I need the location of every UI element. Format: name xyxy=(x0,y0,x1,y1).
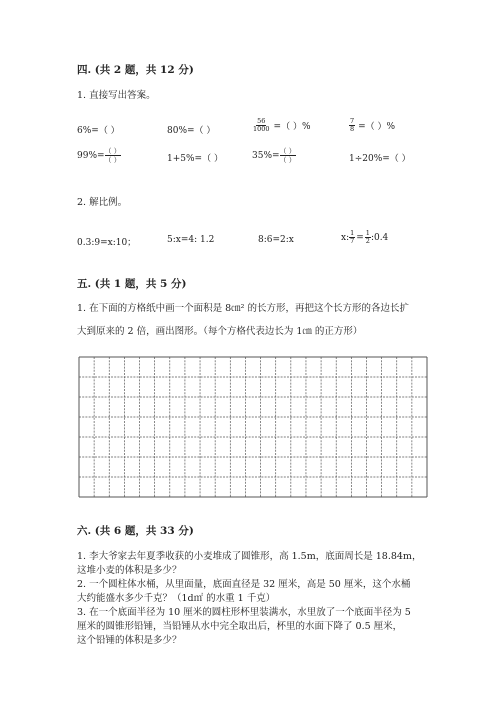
section-6-line-4: 大约能盛水多少千克？（1d㎡ 的水重 1 千克） xyxy=(77,593,276,604)
section-5-title: 五. (共 1 题，共 5 分) xyxy=(77,278,187,290)
q4-2-item-c: 8:6=2:x xyxy=(258,235,294,245)
fraction: $\frac{7}{8}$ xyxy=(350,117,355,133)
section-6-line-3: 2. 一个圆柱体水桶，从里面量，底面直径是 32 厘米，高是 50 厘米，这个水桶 xyxy=(77,579,411,590)
section-4-title: 四. (共 2 题，共 12 分) xyxy=(77,64,194,76)
q4-2-item-b: 5:x=4: 1.2 xyxy=(167,235,215,245)
q4-2-item-a: 0.3:9=x:10； xyxy=(77,238,137,248)
q4-1-item-b: 80%=（ ） xyxy=(167,126,216,136)
q4-1-item-f: 1+5%=（ ） xyxy=(167,154,223,164)
q4-1-item-a: 6%=（ ） xyxy=(77,126,120,136)
section-6-line-7: 这个铅锤的体积是多少？ xyxy=(77,635,182,646)
fraction-blank: （ ） （ ） xyxy=(104,147,121,164)
fraction: $\frac{1}{7}$ xyxy=(350,229,355,245)
section-6-line-6: 厘米的圆锥形铅锤，当铅锤从水中完全取出后，杯里的水面下降了 0.5 厘米， xyxy=(77,621,403,632)
section-6-line-1: 1. 李大爷家去年夏季收获的小麦堆成了圆锥形，高 1.5m，底面周长是 18.84m， xyxy=(77,551,422,562)
q4-2-item-d: x: $\frac{1}{7}$ = $\frac{1}{2}$ :0.4 xyxy=(341,229,389,245)
q4-1-item-e: 99%= （ ） （ ） xyxy=(77,147,121,164)
q4-1-item-h: 1÷20%=（ ） xyxy=(349,154,411,164)
fraction: $\frac{56}{1000}$ xyxy=(253,117,270,133)
section-5-question-line-1: 1. 在下面的方格纸中画一个面积是 8㎝² 的长方形，再把这个长方形的各边长扩 xyxy=(77,303,409,314)
question-4-2-prompt: 2. 解比例。 xyxy=(77,197,128,208)
q4-1-item-c: $\frac{56}{1000}$ =（ ）% xyxy=(253,117,311,133)
fraction-blank: （ ） （ ） xyxy=(279,147,296,164)
question-4-1-prompt: 1. 直接写出答案。 xyxy=(77,90,156,101)
fraction: $\frac{1}{2}$ xyxy=(365,229,370,245)
section-6-line-2: 这堆小麦的体积是多少？ xyxy=(77,565,182,576)
square-grid-paper[interactable] xyxy=(77,355,429,499)
section-6-line-5: 3. 在一个底面半径为 10 厘米的圆柱形杯里装满水，水里放了一个底面半径为 5 xyxy=(77,607,411,618)
q4-1-item-g: 35%= （ ） （ ） xyxy=(252,147,296,164)
section-6-title: 六. (共 6 题，共 33 分) xyxy=(77,525,194,537)
section-5-question-line-2: 大到原来的 2 倍，画出图形。（每个方格代表边长为 1㎝ 的正方形） xyxy=(77,326,363,337)
q4-1-item-d: $\frac{7}{8}$ =（ ）% xyxy=(350,117,396,133)
